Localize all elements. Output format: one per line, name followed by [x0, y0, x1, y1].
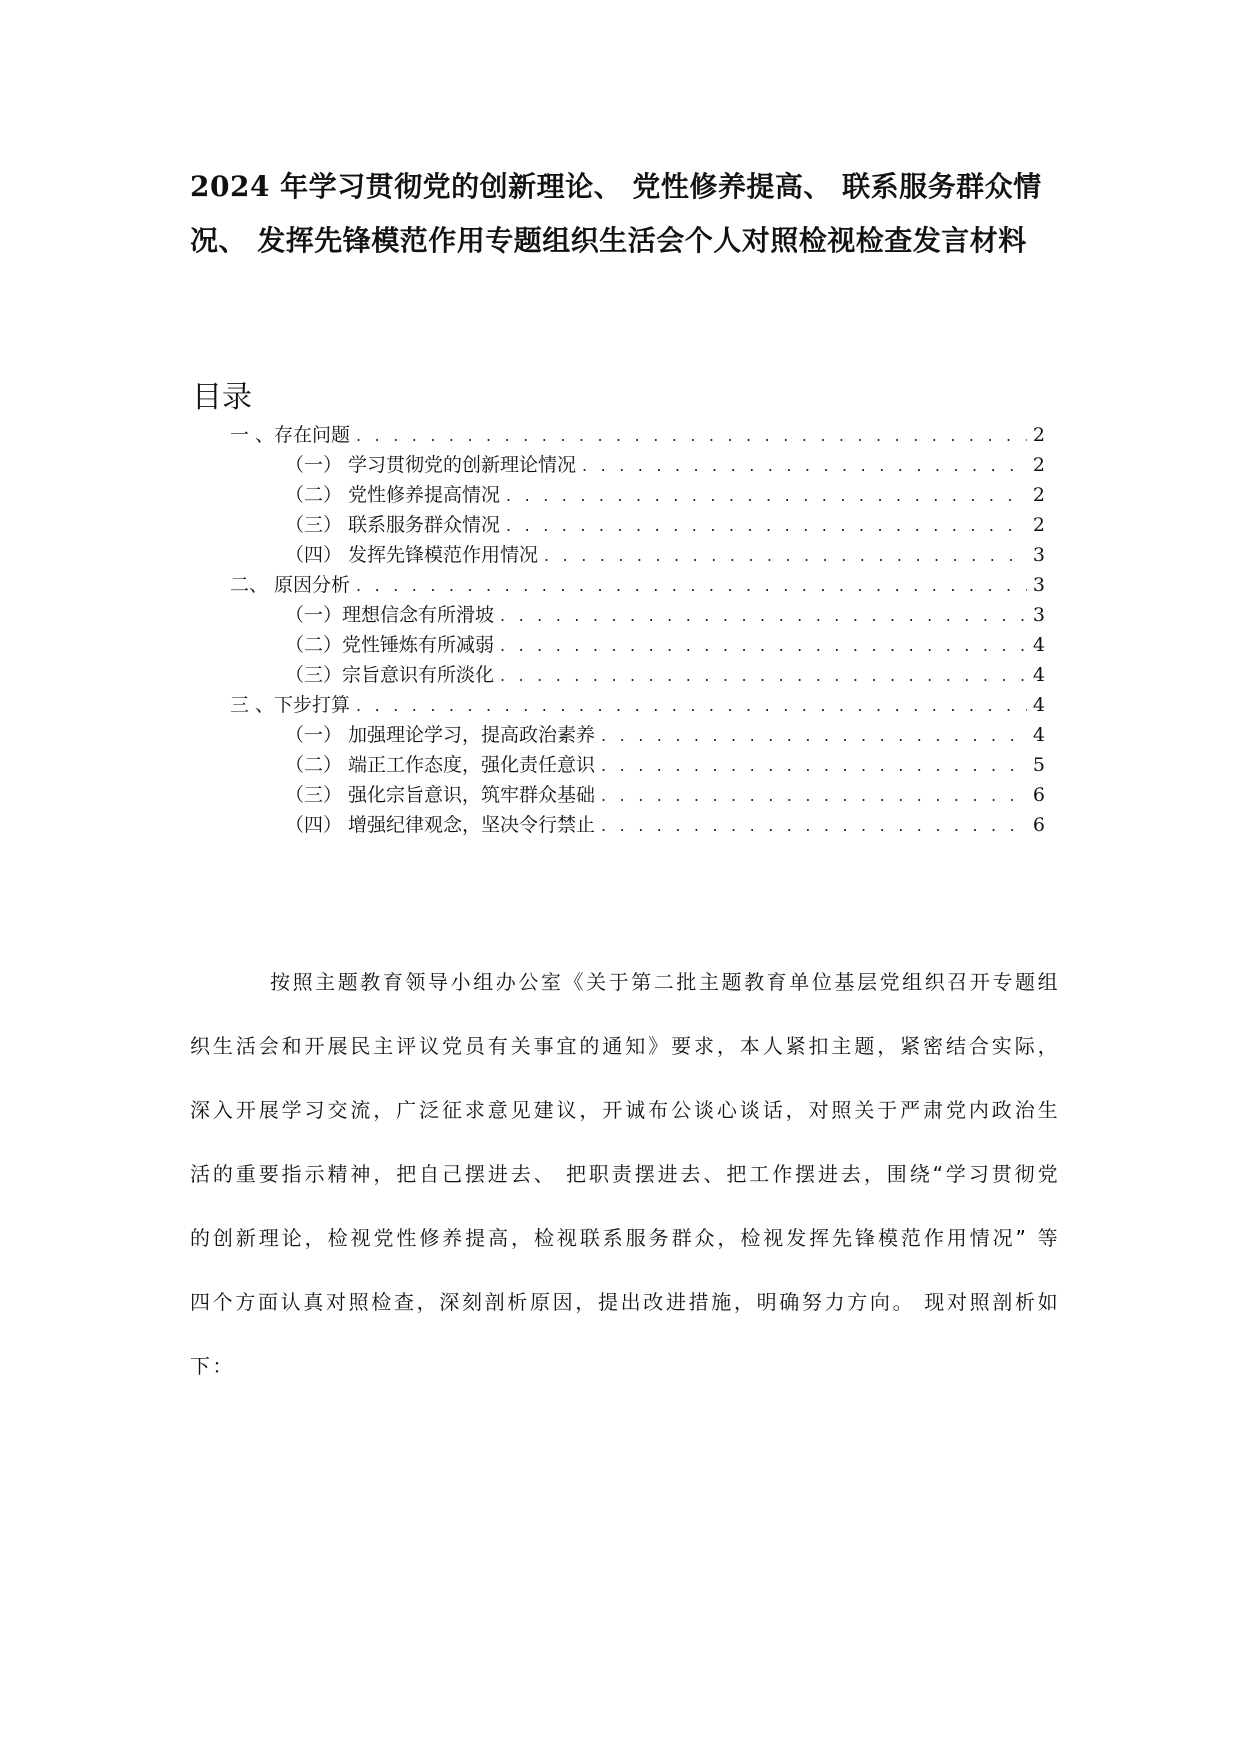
toc-leader-dots: [500, 636, 1027, 655]
toc-leader-dots: [544, 546, 1027, 565]
toc-entry-page: 4: [1032, 724, 1045, 746]
toc-entry[interactable]: [285, 660, 1045, 690]
toc-entry-page: 6: [1032, 784, 1045, 806]
toc-leader-dots: [356, 696, 1027, 715]
toc-entry[interactable]: [285, 750, 1045, 780]
toc-entry-page: 4: [1032, 634, 1045, 656]
toc-entry[interactable]: [285, 450, 1045, 480]
toc-leader-dots: [582, 456, 1027, 475]
toc-leader-dots: [500, 606, 1027, 625]
toc-entry-label: （四） 增强纪律观念，坚决令行禁止: [285, 814, 596, 836]
toc-entry-page: 2: [1032, 484, 1045, 506]
toc-entry-label: （二） 党性修养提高情况: [285, 484, 501, 506]
toc-entry-label: 三 、下步打算: [230, 694, 351, 716]
toc-leader-dots: [506, 516, 1027, 535]
toc-leader-dots: [500, 666, 1027, 685]
toc-entry-label: （三） 强化宗旨意识，筑牢群众基础: [285, 784, 596, 806]
toc-entry-label: （二）党性锤炼有所减弱: [285, 634, 495, 656]
toc-entry-page: 5: [1032, 754, 1045, 776]
toc-entry[interactable]: [285, 540, 1045, 570]
toc-entry-page: 4: [1032, 664, 1045, 686]
toc-leader-dots: [601, 786, 1027, 805]
toc-entry-page: 4: [1032, 694, 1045, 716]
toc-entry-label: （三） 联系服务群众情况: [285, 514, 501, 536]
toc-entry-label: （四） 发挥先锋模范作用情况: [285, 544, 539, 566]
toc-leader-dots: [506, 486, 1027, 505]
toc-entry[interactable]: [230, 690, 1045, 720]
toc-entry-page: 3: [1032, 544, 1045, 566]
toc-entry[interactable]: [285, 480, 1045, 510]
toc-entry[interactable]: [230, 570, 1045, 600]
toc-entry-page: 2: [1032, 454, 1045, 476]
toc-entry-label: 二、 原因分析: [230, 574, 351, 596]
toc-entry-page: 2: [1032, 514, 1045, 536]
toc-entry-page: 2: [1032, 424, 1045, 446]
toc-entry[interactable]: [285, 630, 1045, 660]
toc-leader-dots: [601, 816, 1027, 835]
document-title: 2024 年学习贯彻党的创新理论、 党性修养提高、 联系服务群众情况、 发挥先锋模范作用专题组织生活会个人对照检视检查发言材料: [190, 170, 1042, 257]
toc-leader-dots: [601, 726, 1027, 745]
toc-entry-label: （一）理想信念有所滑坡: [285, 604, 495, 626]
intro-paragraph: 按照主题教育领导小组办公室《关于第二批主题教育单位基层党组织召开专题组织生活会和开展民主评议党员有关事宜的通知》要求，本人紧扣主题，紧密结合实际，深入开展学习交流，广泛征求意见建议，开诚布公谈心谈话，对照关于严肃党内政治生活的重要指示精神，把自己摆进去、 把职责摆进去、把工作摆进去，围绕“学习贯彻党的创新理论，检视党性修养提高，检视联系服务群众，检视发挥先锋模范作用情况” 等四个方面认真对照检查，深刻剖析原因，提出改进措施，明确努力方向。 现对照剖析如下：: [190, 970, 1060, 1378]
toc-entry-page: 6: [1032, 814, 1045, 836]
toc-entry[interactable]: [285, 810, 1045, 840]
toc-leader-dots: [356, 576, 1027, 595]
toc-entry-label: （二） 端正工作态度，强化责任意识: [285, 754, 596, 776]
toc-entry[interactable]: [285, 510, 1045, 540]
toc-entry[interactable]: [285, 720, 1045, 750]
toc-entry[interactable]: [285, 600, 1045, 630]
toc-entry-page: 3: [1032, 604, 1045, 626]
toc-entry[interactable]: [285, 780, 1045, 810]
toc-entry-label: 一 、存在问题: [230, 424, 351, 446]
toc-leader-dots: [601, 756, 1027, 775]
toc-entry-label: （一） 加强理论学习，提高政治素养: [285, 724, 596, 746]
toc-entry-label: （三）宗旨意识有所淡化: [285, 664, 495, 686]
toc-heading: 目录: [192, 380, 252, 415]
toc-leader-dots: [356, 426, 1027, 445]
toc-entry-page: 3: [1032, 574, 1045, 596]
toc-entry[interactable]: [230, 420, 1045, 450]
toc-entry-label: （一） 学习贯彻党的创新理论情况: [285, 454, 577, 476]
